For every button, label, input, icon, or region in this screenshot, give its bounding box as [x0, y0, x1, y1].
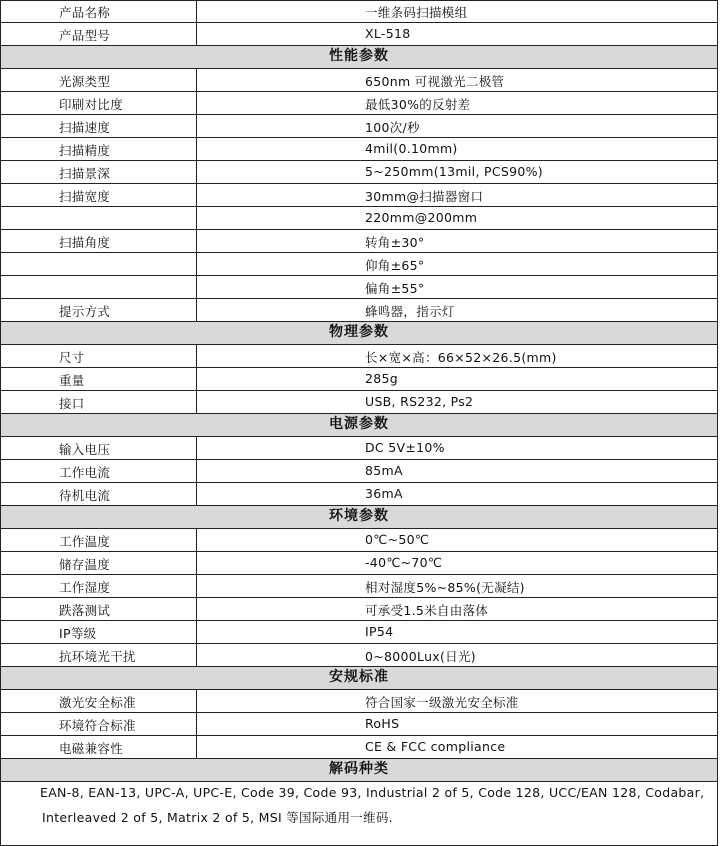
table-row [0, 598, 718, 621]
row-value: 0℃~50℃ [365, 532, 430, 547]
table-row [0, 575, 718, 598]
row-label: 扫描角度 [59, 235, 111, 250]
section-header-physical: 物理参数 [0, 322, 718, 345]
row-value: DC 5V±10% [365, 440, 445, 455]
row-label: 电磁兼容性 [59, 741, 124, 756]
table-row [0, 115, 718, 138]
decode-types-line-2: Interleaved 2 of 5, Matrix 2 of 5, MSI 等国际通用一维码. [42, 810, 393, 825]
row-label: 输入电压 [59, 442, 111, 457]
table-row [0, 345, 718, 368]
row-value: 5~250mm(13mil, PCS90%) [365, 164, 543, 179]
table-row [0, 69, 718, 92]
column-divider [196, 621, 197, 643]
column-divider [196, 483, 197, 505]
row-label: 环境符合标准 [59, 718, 136, 733]
table-row [0, 644, 718, 667]
column-divider [196, 437, 197, 459]
row-value: 100次/秒 [365, 120, 420, 135]
table-row [0, 161, 718, 184]
decode-types-line-1: EAN-8, EAN-13, UPC-A, UPC-E, Code 39, Code 93, Industrial 2 of 5, Code 128, UCC/EAN 128, Codabar, [40, 785, 705, 800]
row-value: USB, RS232, Ps2 [365, 394, 474, 409]
row-label: 重量 [59, 373, 85, 388]
column-divider [196, 69, 197, 91]
section-header-power: 电源参数 [0, 414, 718, 437]
column-divider [196, 736, 197, 758]
row-label: 工作湿度 [59, 580, 111, 595]
row-value: 4mil(0.10mm) [365, 141, 458, 156]
row-value: 偏角±55° [365, 281, 425, 296]
row-label: 尺寸 [59, 350, 85, 365]
column-divider [196, 345, 197, 367]
row-value: 转角±30° [365, 235, 425, 250]
table-row [0, 483, 718, 506]
table-row [0, 253, 718, 276]
row-label: 跌落测试 [59, 603, 111, 618]
column-divider [196, 230, 197, 252]
table-row [0, 92, 718, 115]
section-header-decode: 解码种类 [0, 759, 718, 782]
column-divider [196, 0, 197, 22]
table-row [0, 552, 718, 575]
table-row [0, 437, 718, 460]
column-divider [196, 253, 197, 275]
row-label: 扫描精度 [59, 143, 111, 158]
column-divider [196, 138, 197, 160]
row-label: 抗环境光干扰 [59, 649, 136, 664]
row-label: 产品名称 [59, 5, 111, 20]
table-row [0, 184, 718, 207]
row-value: -40℃~70℃ [365, 555, 443, 570]
column-divider [196, 23, 197, 45]
column-divider [196, 529, 197, 551]
row-label: IP等级 [59, 626, 97, 641]
table-row [0, 621, 718, 644]
table-row [0, 368, 718, 391]
row-label: 扫描宽度 [59, 189, 111, 204]
table-row [0, 690, 718, 713]
table-row [0, 736, 718, 759]
column-divider [196, 92, 197, 114]
row-value: 最低30%的反射差 [365, 97, 471, 112]
column-divider [196, 598, 197, 620]
column-divider [196, 391, 197, 413]
table-row [0, 207, 718, 230]
column-divider [196, 115, 197, 137]
table-row [0, 23, 718, 46]
section-header-performance: 性能参数 [0, 46, 718, 69]
row-value: 220mm@200mm [365, 210, 478, 225]
table-row [0, 460, 718, 483]
row-label: 待机电流 [59, 488, 111, 503]
table-row [0, 276, 718, 299]
column-divider [196, 276, 197, 298]
row-label: 储存温度 [59, 557, 111, 572]
row-value: 可承受1.5米自由落体 [365, 603, 489, 618]
column-divider [196, 644, 197, 666]
row-label: 激光安全标准 [59, 695, 136, 710]
table-row [0, 391, 718, 414]
row-value: 650nm 可视激光二极管 [365, 74, 505, 89]
row-value: 符合国家一级激光安全标准 [365, 695, 519, 710]
column-divider [196, 368, 197, 390]
column-divider [196, 207, 197, 229]
row-value: 285g [365, 371, 398, 386]
table-row [0, 138, 718, 161]
row-value: 85mA [365, 463, 403, 478]
column-divider [196, 161, 197, 183]
row-value: IP54 [365, 624, 394, 639]
row-label: 工作电流 [59, 465, 111, 480]
row-value: 一维条码扫描模组 [365, 5, 468, 20]
row-value: CE & FCC compliance [365, 739, 506, 754]
row-value: 30mm@扫描器窗口 [365, 189, 484, 204]
table-row [0, 0, 718, 23]
row-value: XL-518 [365, 26, 411, 41]
column-divider [196, 575, 197, 597]
column-divider [196, 713, 197, 735]
row-label: 扫描景深 [59, 166, 111, 181]
section-header-environment: 环境参数 [0, 506, 718, 529]
row-value: 长×宽×高：66×52×26.5(mm) [365, 350, 557, 365]
row-value: 蜂鸣器，指示灯 [365, 304, 455, 319]
table-row [0, 230, 718, 253]
row-value: 0~8000Lux(日光) [365, 649, 476, 664]
row-label: 工作温度 [59, 534, 111, 549]
row-value: RoHS [365, 716, 400, 731]
table-row [0, 713, 718, 736]
row-value: 36mA [365, 486, 403, 501]
row-label: 产品型号 [59, 28, 111, 43]
row-label: 光源类型 [59, 74, 111, 89]
column-divider [196, 460, 197, 482]
column-divider [196, 690, 197, 712]
column-divider [196, 299, 197, 321]
row-label: 提示方式 [59, 304, 111, 319]
decode-types-block [0, 782, 718, 846]
column-divider [196, 184, 197, 206]
row-label: 接口 [59, 396, 85, 411]
table-row [0, 529, 718, 552]
section-header-compliance: 安规标准 [0, 667, 718, 690]
table-row [0, 299, 718, 322]
row-value: 仰角±65° [365, 258, 425, 273]
column-divider [196, 552, 197, 574]
row-value: 相对湿度5%~85%(无凝结) [365, 580, 525, 595]
row-label: 扫描速度 [59, 120, 111, 135]
row-label: 印刷对比度 [59, 97, 124, 112]
